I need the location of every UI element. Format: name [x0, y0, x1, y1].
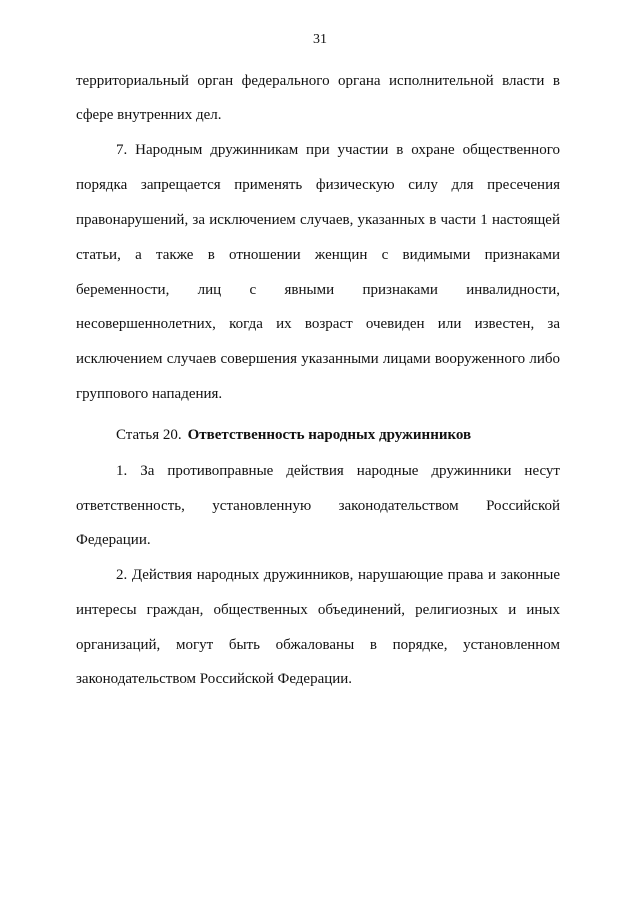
- text-line: порядка запрещается применять физическую силу для пресечения: [76, 177, 560, 193]
- article-title: Ответственность народных дружинников: [187, 427, 472, 443]
- text-line: Федерации.: [76, 532, 151, 548]
- article-number: Статья 20.: [116, 427, 182, 443]
- text-line: территориальный орган федерального органа исполнительной власти в: [76, 73, 560, 89]
- text-line: 7. Народным дружинникам при участии в охране общественного: [116, 142, 560, 158]
- text-line: ответственность, установленную законодательством Российской: [76, 498, 560, 514]
- text-line: сфере внутренних дел.: [76, 107, 222, 123]
- text-line: статьи, а также в отношении женщин с видимыми признаками: [76, 247, 560, 263]
- text-line: несовершеннолетних, когда их возраст очевиден или известен, за: [76, 316, 560, 332]
- text-line: беременности, лиц с явными признаками инвалидности,: [76, 282, 560, 298]
- text-line: 2. Действия народных дружинников, нарушающие права и законные: [116, 567, 560, 583]
- text-line: группового нападения.: [76, 386, 223, 402]
- page-number: 31: [313, 32, 327, 47]
- text-line: интересы граждан, общественных объединений, религиозных и иных: [76, 602, 560, 618]
- text-line: законодательством Российской Федерации.: [76, 671, 353, 687]
- text-line: исключением случаев совершения указанными лицами вооруженного либо: [76, 351, 560, 367]
- text-line: организаций, могут быть обжалованы в порядке, установленном: [76, 637, 560, 653]
- text-line: правонарушений, за исключением случаев, указанных в части 1 настоящей: [76, 212, 560, 228]
- article-heading: [116, 426, 560, 444]
- text-line: 1. За противоправные действия народные дружинники несут: [116, 463, 560, 479]
